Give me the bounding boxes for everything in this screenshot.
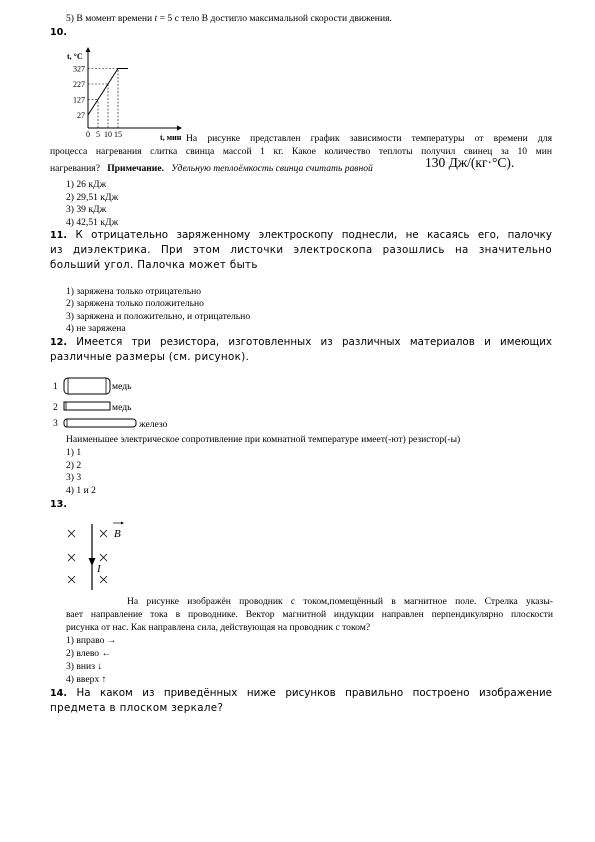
answer-option[interactable]: 1) 1 (66, 447, 82, 458)
resistor-material-3: железо (139, 419, 168, 430)
q13-text-line2: вает направление тока в проводнике. Вектор магнитной индукции направлен перпендикулярно плоскости (66, 609, 553, 620)
chart-axes (86, 47, 183, 131)
y-tick-label: 327 (73, 64, 85, 74)
conductor-with-current (89, 524, 96, 590)
resistor-3 (64, 419, 136, 427)
y-tick-label: 27 (77, 111, 85, 120)
resistor-material-1: медь (112, 381, 132, 392)
current-label: I (97, 563, 101, 575)
question-number: 12. (50, 337, 67, 348)
answer-option[interactable]: 4) вверх ↑ (66, 674, 107, 685)
temperature-time-chart (52, 40, 192, 144)
q12-text-line2: различные размеры (см. рисунок). (50, 351, 250, 363)
field-crosses (68, 530, 107, 583)
y-tick-label: 127 (73, 95, 85, 105)
answer-option[interactable]: 2) 29,51 кДж (66, 192, 119, 203)
answer-option[interactable]: 2) заряжена только положительно (66, 298, 204, 309)
magnetic-field-figure (62, 520, 142, 592)
answer-option[interactable]: 3) вниз ↓ (66, 661, 103, 672)
note-label: Примечание. (107, 163, 164, 174)
note-text: Удельную теплоёмкость свинца считать равной (171, 163, 373, 174)
question-number: 10. (50, 27, 67, 38)
answer-option[interactable]: 4) не заряжена (66, 323, 126, 334)
q13-text-line1: На рисунке изображён проводник с током,помещённый в магнитное поле. Стрелка указы- (127, 596, 553, 607)
resistor-1 (64, 378, 110, 394)
q14-text-line2: предмета в плоском зеркале? (50, 702, 224, 714)
x-tick-label: 10 (104, 130, 112, 139)
x-tick-label: 0 (86, 130, 90, 139)
q11-text-line1: 11. К отрицательно заряженному электроскопу поднесли, не касаясь его, палочку (50, 229, 552, 241)
answer-option[interactable]: 1) вправо → (66, 635, 117, 646)
q10-text-line2: процесса нагревания слитка свинца массой 1 кг. Какое количество теплоты получил свинец за 10 мин (50, 146, 552, 157)
resistor-label-2: 2 (53, 402, 58, 413)
answer-option[interactable]: 1) заряжена только отрицательно (66, 286, 202, 297)
answer-option[interactable]: 3) заряжена и положительно, и отрицательно (66, 311, 251, 322)
question-number: 14. (50, 688, 67, 699)
x-tick-label: 15 (114, 130, 122, 139)
x-axis-label: t, мин (160, 133, 182, 142)
answer-option[interactable]: 2) 2 (66, 460, 82, 471)
q11-text-line3: больший угол. Палочка может быть (50, 259, 258, 271)
resistor-label-3: 3 (53, 418, 58, 429)
q10-text-line3: нагревания? Примечание. Удельную теплоёмкость свинца считать равной (50, 163, 373, 174)
chart-grid (88, 69, 118, 129)
question-number: 11. (50, 230, 67, 241)
resistor-2 (64, 402, 110, 410)
answer-option[interactable]: 3) 39 кДж (66, 204, 107, 215)
y-axis-label: t, °C (67, 52, 83, 61)
q12-question: Наименьшее электрическое сопротивление при комнатной температуре имеет(-ют) резистор(-ы) (66, 434, 461, 445)
answer-option[interactable]: 1) 26 кДж (66, 179, 107, 190)
specific-heat-formula: 130 Дж/(кг·°С). (425, 155, 515, 170)
vector-b-label: B (114, 528, 121, 540)
question-number: 13. (50, 499, 67, 510)
vector-b-arrow (113, 522, 124, 525)
resistor-label-1: 1 (53, 381, 58, 392)
y-tick-label: 227 (73, 80, 85, 89)
q11-text-line2: из диэлектрика. При этом листочки электроскопа разошлись на значительно (50, 244, 552, 256)
x-tick-label: 5 (96, 130, 100, 139)
answer-option[interactable]: 2) влево ← (66, 648, 112, 659)
answer-option[interactable]: 4) 42,51 кДж (66, 217, 119, 228)
answer-option[interactable]: 4) 1 и 2 (66, 485, 96, 496)
q14-text-line1: 14. На каком из приведённых ниже рисунков правильно построено изображение (50, 687, 552, 699)
q9-option-5: 5) В момент времени t = 5 с тело В достигло максимальной скорости движения. (66, 13, 392, 24)
q10-text-line1: На рисунке представлен график зависимости температуры от времени для (186, 133, 552, 144)
resistor-material-2: медь (112, 402, 132, 413)
answer-option[interactable]: 3) 3 (66, 472, 82, 483)
q12-text-line1: 12. Имеется три резистора, изготовленных из различных материалов и имеющих (50, 336, 552, 348)
q13-text-line3: рисунка от нас. Как направлена сила, действующая на проводник с током? (66, 622, 371, 633)
